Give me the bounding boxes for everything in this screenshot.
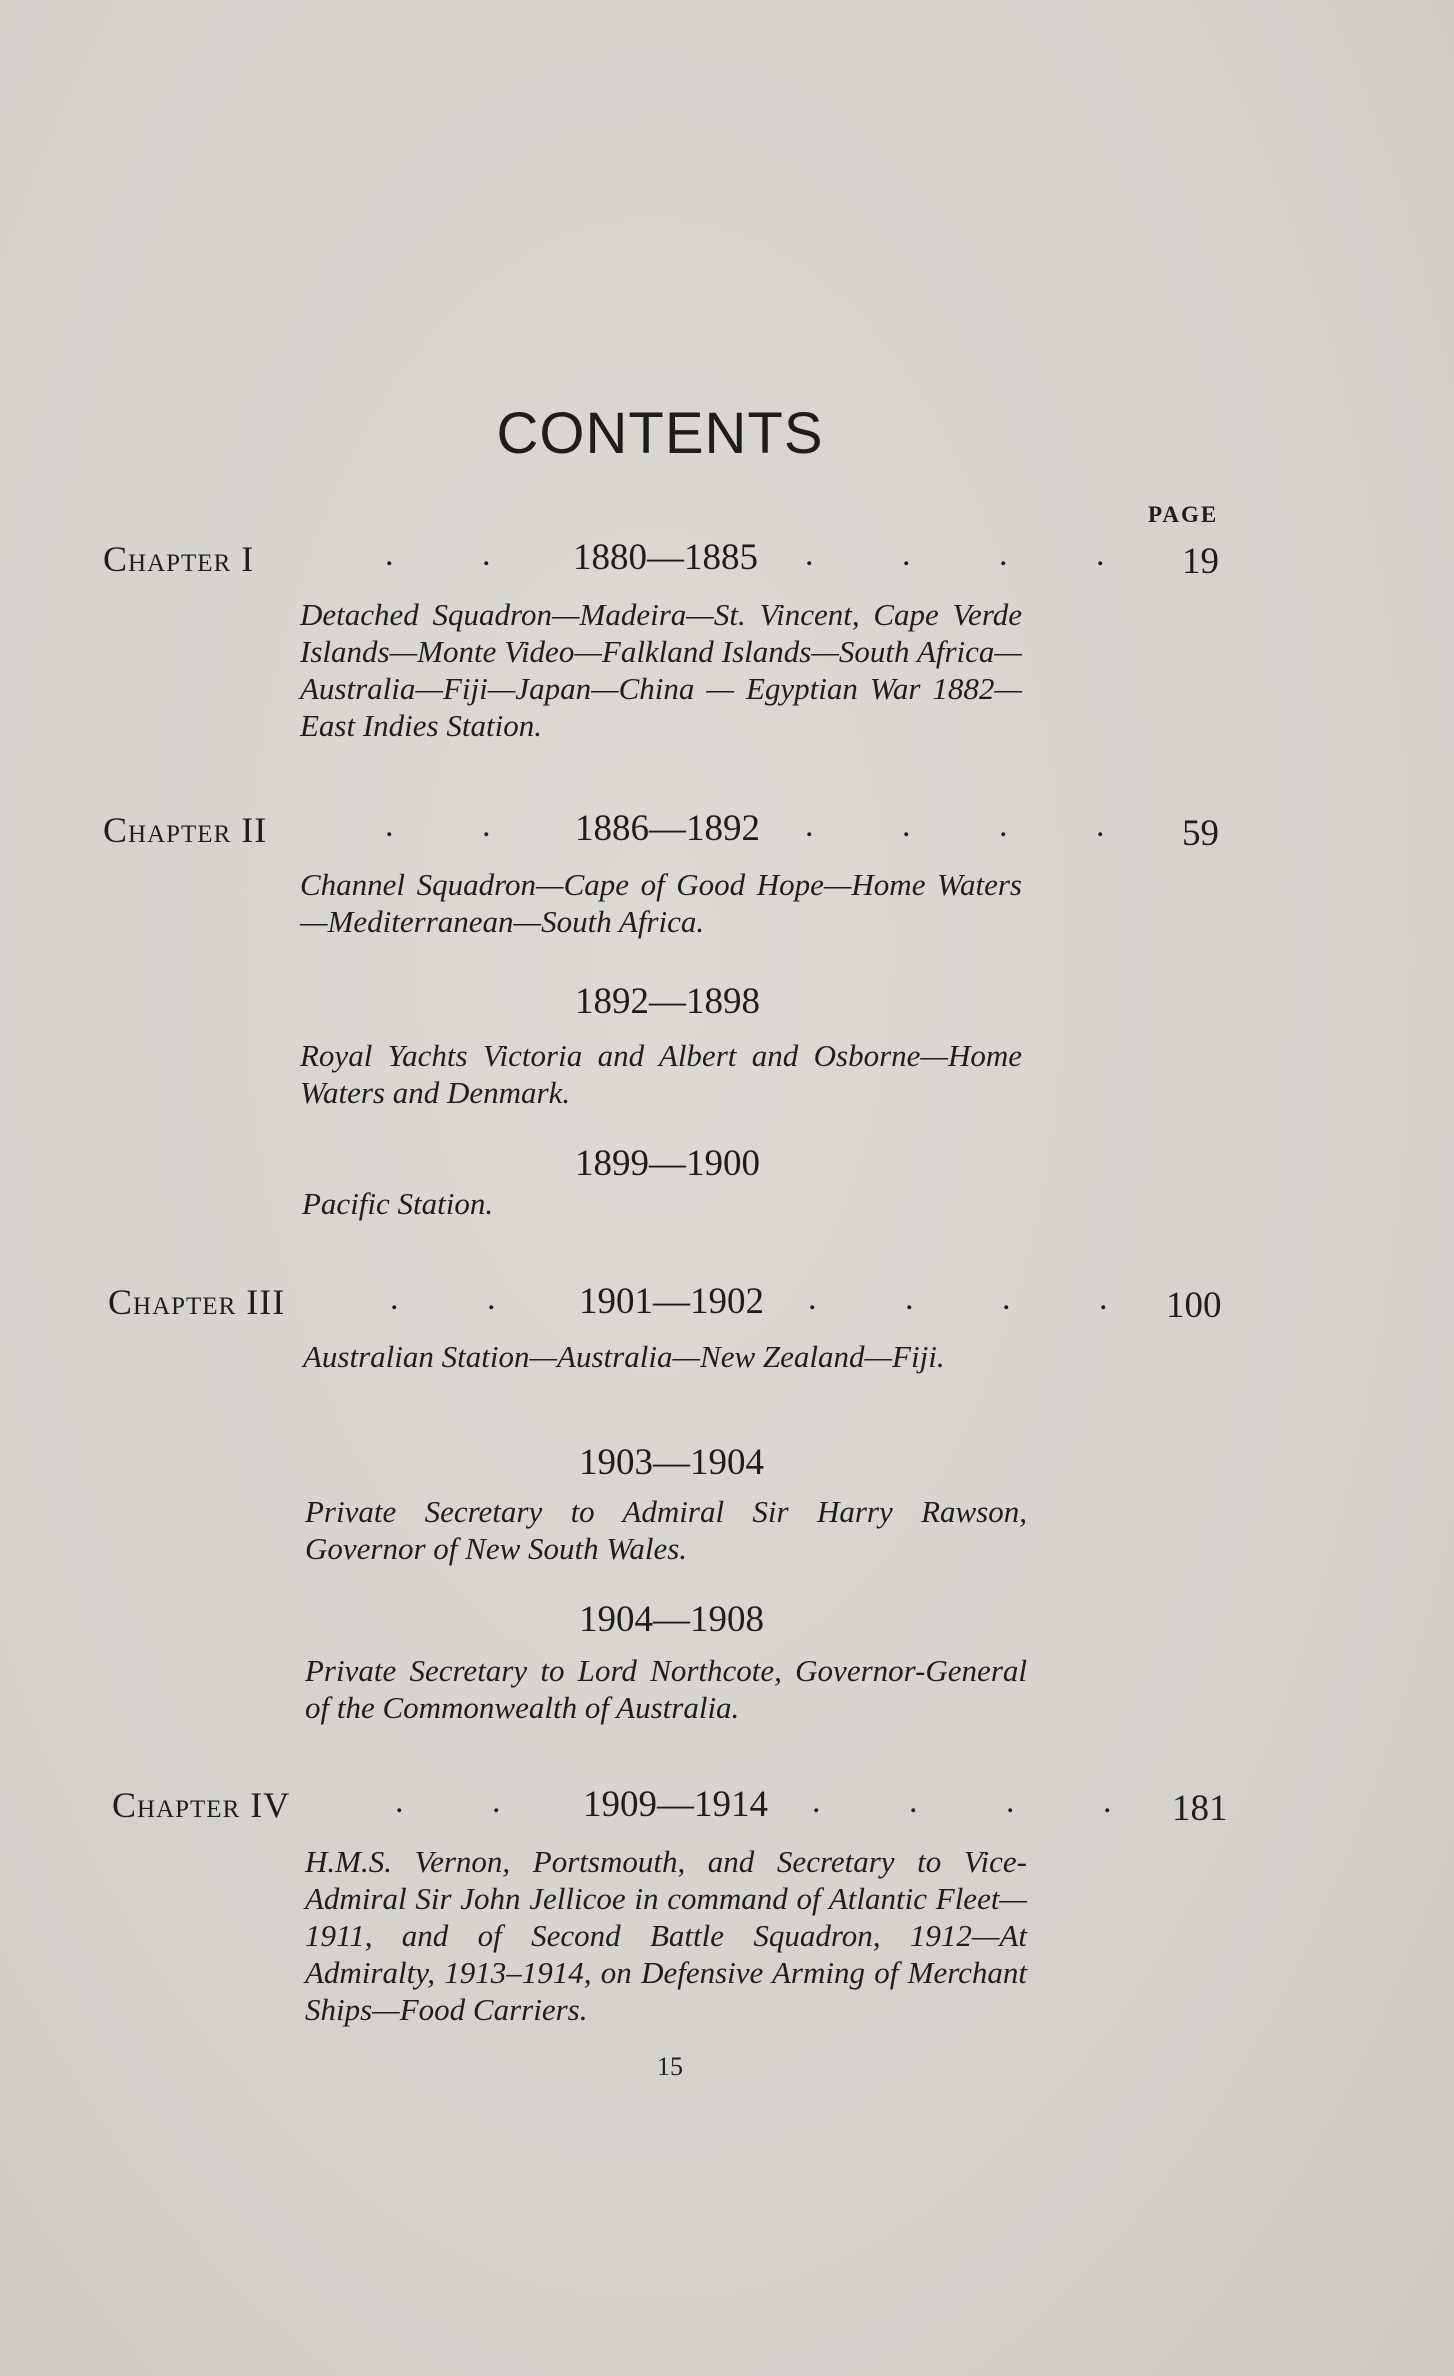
subsection-years: 1904—1908 [579, 1599, 764, 1640]
page-number: 15 [657, 2052, 683, 2081]
chapter-2-leader-left: . . [385, 807, 531, 844]
subsection-description: Royal Yachts Victoria and Albert and Osborne—Home Waters and Denmark. [300, 1038, 1022, 1110]
chapter-2-label: Chapter II [103, 810, 268, 850]
chapter-3-label: Chapter III [108, 1282, 286, 1322]
chapter-3-years: 1901—1902 [579, 1281, 764, 1322]
chapter-3-leader-left: . . [390, 1280, 536, 1317]
chapter-4-leader-right: . . . . [812, 1783, 1152, 1820]
chapter-2-leader-right: . . . . [805, 807, 1145, 844]
chapter-2-page: 59 [1182, 813, 1219, 854]
chapter-1-leader-right: . . . . [805, 536, 1145, 573]
chapter-4-leader-left: . . [395, 1783, 541, 1820]
chapter-4-page: 181 [1172, 1788, 1228, 1829]
chapter-1-description: Detached Squadron—Madeira—St. Vincent, Cape Verde Islands—Monte Video—Falkland Islands—South Africa—Australia—Fiji—Japan—China — Egyptian War 1882—East Indies Station. [300, 597, 1022, 743]
page-column-label: PAGE [1148, 502, 1219, 527]
subsection-years: 1892—1898 [575, 981, 760, 1022]
subsection-description: Private Secretary to Lord Northcote, Governor-General of the Commonwealth of Australia. [305, 1653, 1027, 1725]
chapter-4-label: Chapter IV [112, 1785, 291, 1825]
subsection-description: Private Secretary to Admiral Sir Harry Rawson, Governor of New South Wales. [305, 1494, 1027, 1566]
chapter-3-description: Australian Station—Australia—New Zealand—Fiji. [303, 1339, 945, 1374]
chapter-4-years: 1909—1914 [583, 1784, 768, 1825]
chapter-1-leader-left: . . [385, 536, 531, 573]
chapter-3-page: 100 [1166, 1285, 1222, 1326]
subsection-years: 1903—1904 [579, 1442, 764, 1483]
chapter-2-description: Channel Squadron—Cape of Good Hope—Home Waters—Mediterranean—South Africa. [300, 867, 1022, 939]
chapter-4-description: H.M.S. Vernon, Portsmouth, and Secretary to Vice-Admiral Sir John Jellicoe in command of Atlantic Fleet—1911, and of Second Battle Squadron, 1912—At Admiralty, 1913–1914, on Defensive Arming of Merchant Ships—Food Carriers. [305, 1844, 1027, 2027]
chapter-3-leader-right: . . . . [808, 1280, 1148, 1317]
chapter-1-years: 1880—1885 [573, 537, 758, 578]
chapter-1-label: Chapter I [103, 539, 255, 579]
subsection-years: 1899—1900 [575, 1143, 760, 1184]
chapter-1-page: 19 [1182, 541, 1219, 582]
page-title: CONTENTS [496, 401, 824, 466]
chapter-2-years: 1886—1892 [575, 808, 760, 849]
subsection-description: Pacific Station. [302, 1186, 494, 1221]
